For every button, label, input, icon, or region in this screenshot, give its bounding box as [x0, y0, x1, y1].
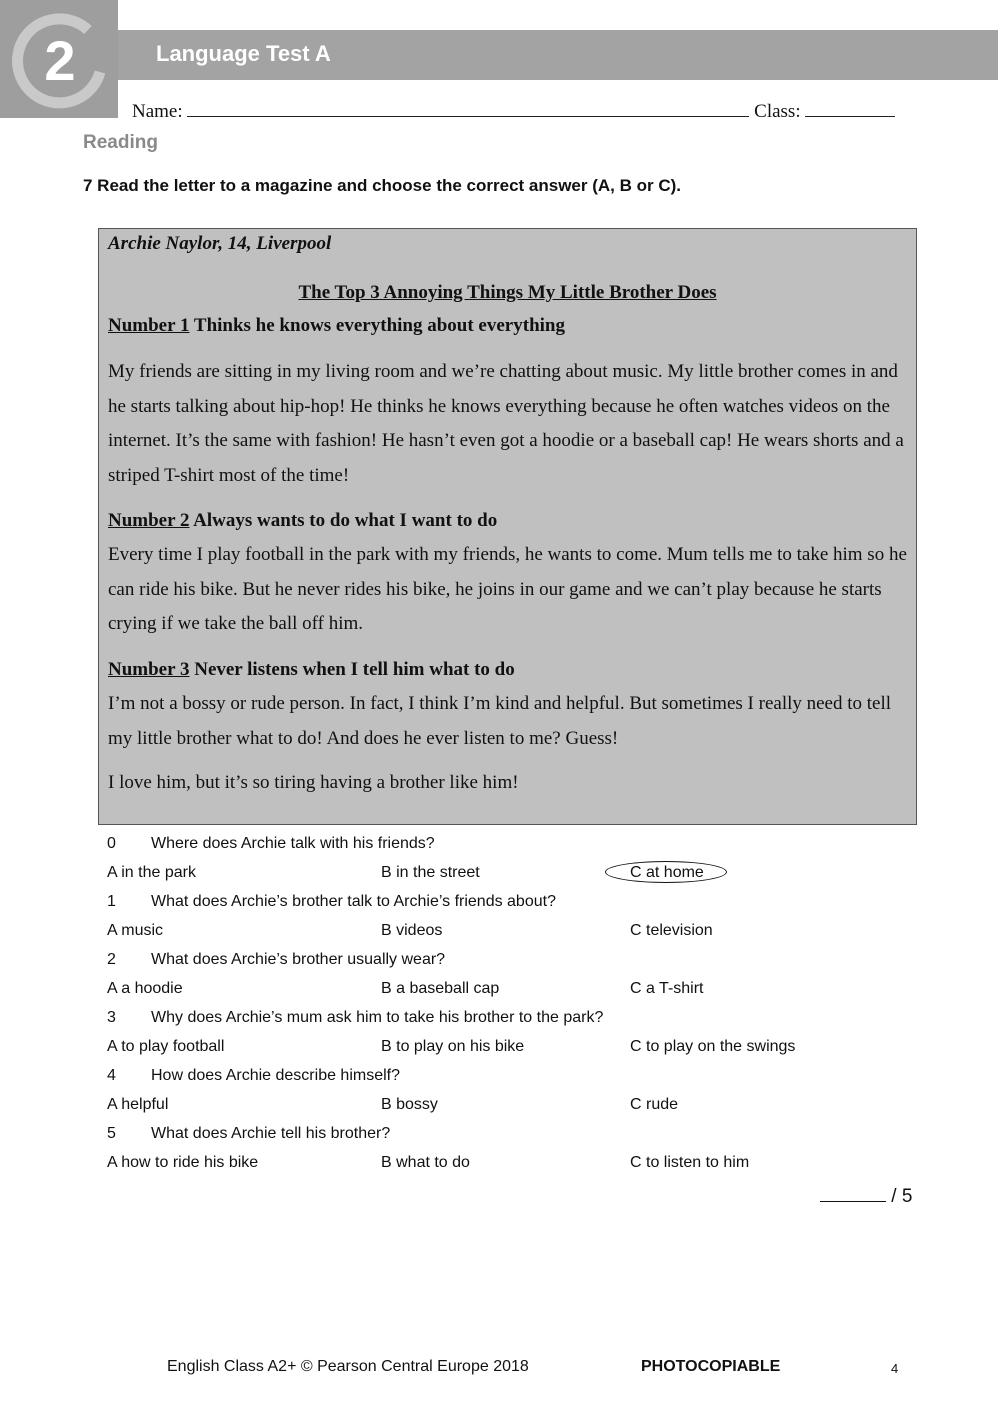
section-1-title: Thinks he knows everything about everything: [193, 315, 565, 336]
option-b[interactable]: B videos: [381, 922, 443, 939]
option-a[interactable]: A how to ride his bike: [107, 1154, 259, 1171]
name-class-line: [132, 100, 912, 123]
letter-closing: I love him, but it’s so tiring having a brother like him!: [108, 772, 519, 793]
option-c[interactable]: C to listen to him: [630, 1154, 750, 1171]
question-text: What does Archie’s brother usually wear?: [151, 951, 446, 968]
answers-3: [107, 1038, 907, 1060]
question-number: 5: [107, 1125, 116, 1142]
question-number: 4: [107, 1067, 116, 1084]
name-label: Name:: [132, 101, 183, 122]
option-a[interactable]: A to play football: [107, 1038, 225, 1055]
answers-4: [107, 1096, 907, 1118]
section-3-heading: [108, 659, 515, 681]
section-2-paragraph: Every time I play football in the park with my friends, he wants to come. Mum tells me to take him so he can ride his bike. But he never rides his bike, he joins in our game and we can’t play because he starts crying if we take the ball off him.: [108, 544, 907, 634]
section-1-heading: [108, 315, 565, 337]
option-c[interactable]: C rude: [630, 1096, 679, 1113]
page-title: Language Test A: [156, 41, 331, 66]
option-a[interactable]: A in the park: [107, 864, 196, 881]
header-bar: [118, 30, 998, 80]
question-number: 2: [107, 951, 116, 968]
question-2: [107, 951, 907, 973]
section-heading: Reading: [83, 132, 158, 153]
answers-1: [107, 922, 907, 944]
option-b[interactable]: B what to do: [381, 1154, 470, 1171]
question-5: [107, 1125, 907, 1147]
option-c[interactable]: C a T-shirt: [630, 980, 704, 997]
option-a[interactable]: A helpful: [107, 1096, 169, 1113]
answers-5: [107, 1154, 907, 1176]
question-text: Where does Archie talk with his friends?: [151, 835, 435, 852]
question-number: 3: [107, 1009, 116, 1026]
letter-author: Archie Naylor, 14, Liverpool: [108, 233, 332, 254]
question-text: What does Archie’s brother talk to Archie’s friends about?: [151, 893, 556, 910]
option-a[interactable]: A a hoodie: [107, 980, 183, 997]
option-c[interactable]: C television: [630, 922, 713, 939]
footer-photocopiable: PHOTOCOPIABLE: [641, 1358, 781, 1375]
answers-0: [107, 864, 907, 886]
question-4: [107, 1067, 907, 1089]
question-3: [107, 1009, 907, 1031]
class-field[interactable]: [805, 100, 895, 117]
exercise-instruction: 7 Read the letter to a magazine and choose the correct answer (A, B or C).: [83, 176, 681, 195]
question-1: [107, 893, 907, 915]
class-label: Class:: [754, 101, 801, 122]
section-3-number: Number 3: [108, 659, 190, 680]
question-0: [107, 835, 907, 857]
option-b[interactable]: B in the street: [381, 864, 480, 881]
question-text: Why does Archie’s mum ask him to take his brother to the park?: [151, 1009, 604, 1026]
section-2-heading: [108, 510, 497, 532]
section-2-title: Always wants to do what I want to do: [193, 510, 498, 531]
question-text: How does Archie describe himself?: [151, 1067, 401, 1084]
question-number: 1: [107, 893, 116, 910]
section-2-number: Number 2: [108, 510, 190, 531]
page-number: 4: [891, 1361, 899, 1376]
unit-ring-icon: [0, 0, 118, 118]
option-b[interactable]: B to play on his bike: [381, 1038, 525, 1055]
unit-badge: [0, 0, 118, 118]
section-1-number: Number 1: [108, 315, 190, 336]
option-b[interactable]: B a baseball cap: [381, 980, 500, 997]
unit-number: 2: [44, 29, 76, 92]
question-number: 0: [107, 835, 116, 852]
score-field[interactable]: [820, 1183, 886, 1202]
name-field[interactable]: [187, 100, 749, 117]
option-c[interactable]: C at home: [630, 864, 704, 881]
letter-box: [98, 228, 917, 825]
option-a[interactable]: A music: [107, 922, 164, 939]
score-total: / 5: [891, 1186, 913, 1207]
section-3-title: Never listens when I tell him what to do: [194, 659, 515, 680]
letter-title: The Top 3 Annoying Things My Little Brother Does: [298, 282, 717, 303]
answers-2: [107, 980, 907, 1002]
score-line: [820, 1183, 912, 1208]
answer-circle: [605, 861, 727, 883]
option-c[interactable]: C to play on the swings: [630, 1038, 796, 1055]
section-3-paragraph: I’m not a bossy or rude person. In fact, I think I’m kind and helpful. But sometimes I really need to tell my little brother what to do! And does he ever listen to me? Guess!: [108, 693, 892, 749]
question-text: What does Archie tell his brother?: [151, 1125, 391, 1142]
option-b[interactable]: B bossy: [381, 1096, 438, 1113]
footer-copyright: English Class A2+ © Pearson Central Europe 2018: [167, 1358, 529, 1375]
section-1-paragraph: My friends are sitting in my living room and we’re chatting about music. My little brother comes in and he starts talking about hip-hop! He thinks he knows everything because he often watches videos on the internet. It’s the same with fashion! He hasn’t even got a hoodie or a baseball cap! He wears shorts and a striped T-shirt most of the time!: [108, 361, 904, 486]
